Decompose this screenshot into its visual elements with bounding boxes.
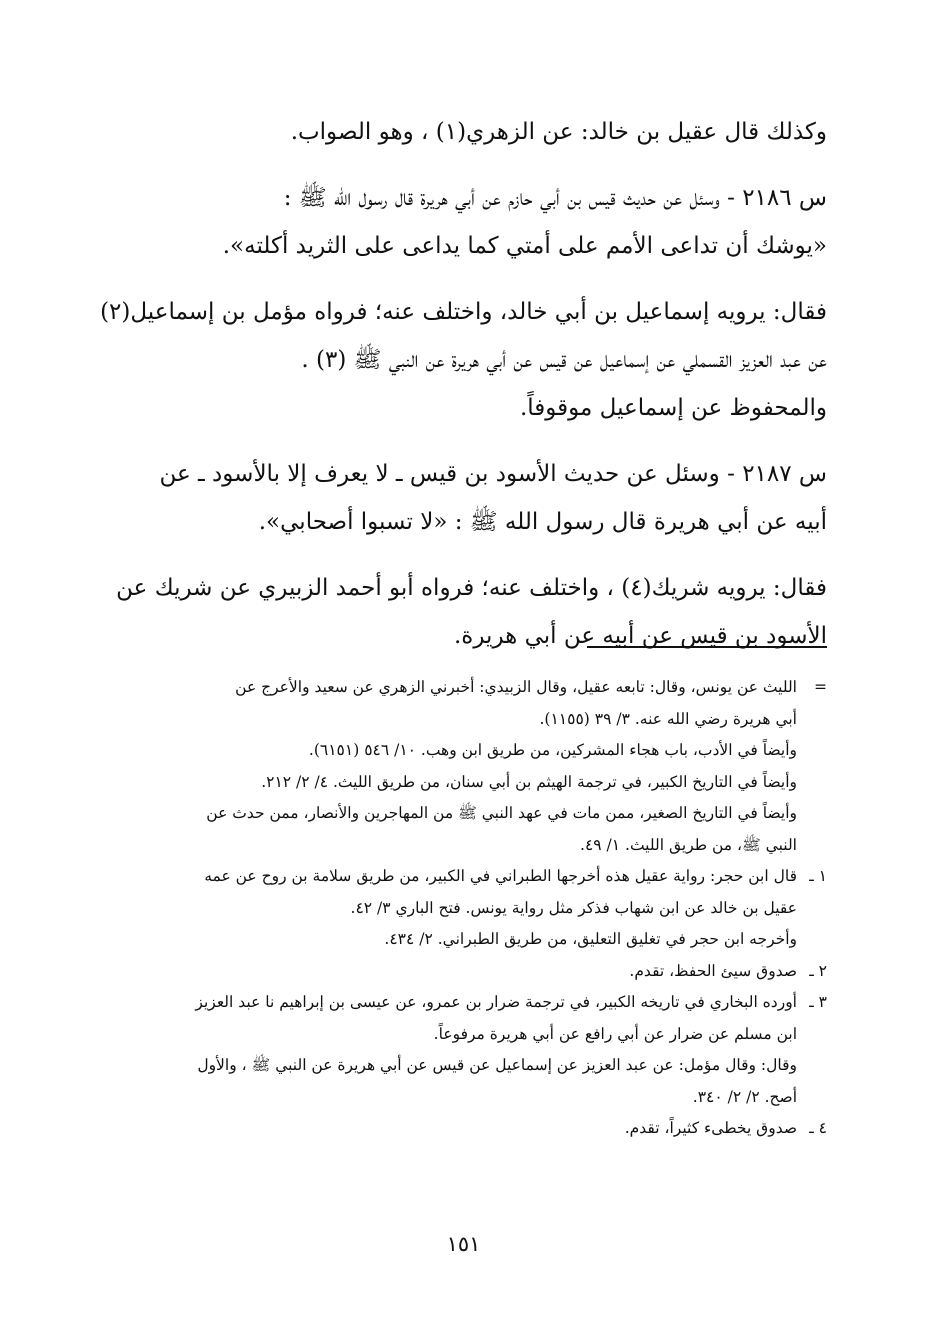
footnote-line: [110, 1082, 827, 1114]
footnote-text: عقيل بن خالد عن ابن شهاب فذكر مثل رواية يونس. فتح الباري ٣/ ٤٢.: [350, 898, 797, 917]
main-line: فقال: يرويه إسماعيل بن أبي خالد، واختلف عنه؛ فرواه مؤمل بن إسماعيل(٢): [100, 299, 827, 325]
footnote-text: وقال: وقال مؤمل: عن عبد العزيز عن إسماعيل عن قيس عن أبي هريرة عن النبي ﷺ ، والأول: [197, 1056, 797, 1074]
footnote-text: وأخرجه ابن حجر في تغليق التعليق، من طريق الطبراني. ٢/ ٤٣٤.: [384, 930, 797, 948]
footnote-line: [110, 1019, 827, 1051]
footnote-text: أبي هريرة رضي الله عنه. ٣/ ٣٩ (١١٥٥).: [539, 709, 797, 728]
footnote-line: [110, 861, 827, 893]
footnote-text: قال ابن حجر: رواية عقيل هذه أخرجها الطبراني في الكبير، من طريق سلامة بن روح عن عمه: [204, 867, 797, 885]
main-line: الأسود بن قيس عن أبيه عن أبي هريرة.: [453, 623, 827, 649]
footnote-line: [110, 704, 827, 736]
footnote-separator: [587, 646, 827, 648]
footnote-line: [110, 1050, 827, 1082]
footnote-text: وأيضاً في الأدب، باب هجاء المشركين، من طريق ابن وهب. ١٠/ ٥٤٦ (٦١٥١).: [308, 741, 797, 759]
main-line: وكذلك قال عقيل بن خالد: عن الزهري(١) ، وهو الصواب.: [290, 119, 827, 145]
main-line: فقال: يرويه شريك(٤) ، واختلف عنه؛ فرواه أبو أحمد الزبيري عن شريك عن: [116, 575, 827, 601]
footnote-text: أورده البخاري في تاريخه الكبير، في ترجمة ضرار بن عمرو، عن عيسى بن إبراهيم نا عبد العزيز: [195, 993, 797, 1011]
footnote-mark: ٢ ـ: [809, 961, 827, 980]
footnote-line: [110, 924, 827, 956]
footnote-line: [110, 735, 827, 767]
footnotes: [110, 672, 827, 1145]
footnote-text: النبي ﷺ، من طريق الليث. ١/ ٤٩.: [580, 835, 797, 854]
footnote-text: الليث عن يونس، وقال: تابعه عقيل، وقال الزبيدي: أخبرني الزهري عن سعيد والأعرج عن: [235, 678, 797, 696]
footnote-line: [110, 956, 827, 988]
footnote-text: ابن مسلم عن ضرار عن أبي رافع عن أبي هريرة مرفوعاً.: [433, 1024, 797, 1043]
main-line: س ٢١٨٦ - وسئل عن حديث قيس بن أبي حازم عن أبي هريرة قال رسول الله ﷺ :: [283, 185, 827, 211]
main-line: س ٢١٨٧ - وسئل عن حديث الأسود بن قيس ـ لا يعرف إلا بالأسود ـ عن: [159, 461, 827, 487]
footnote-mark: ٣ ـ: [809, 993, 827, 1011]
footnote-line: [110, 1113, 827, 1145]
main-line: والمحفوظ عن إسماعيل موقوفاً.: [519, 395, 827, 421]
footnote-text: وأيضاً في التاريخ الكبير، في ترجمة الهيثم بن أبي سنان، من طريق الليث. ٤/ ٢/ ٢١٢.: [261, 772, 797, 791]
footnote-line: [110, 830, 827, 862]
footnote-line: [110, 987, 827, 1019]
footnote-line: [110, 672, 827, 704]
footnote-line: [110, 893, 827, 925]
footnote-text: وأيضاً في التاريخ الصغير، ممن مات في عهد النبي ﷺ من المهاجرين والأنصار، ممن حدث عن: [206, 804, 797, 822]
footnote-mark: =: [814, 678, 827, 696]
main-line: أبيه عن أبي هريرة قال رسول الله ﷺ : «لا تسبوا أصحابي».: [258, 509, 827, 535]
footnote-mark: ١ ـ: [809, 867, 827, 885]
main-line: «يوشك أن تداعى الأمم على أمتي كما يداعى على الثريد أكلته».: [222, 233, 827, 259]
footnote-text: صدوق يخطىء كثيراً، تقدم.: [624, 1119, 797, 1137]
main-line: عن عبد العزيز القسملي عن إسماعيل عن قيس عن أبي هريرة عن النبي ﷺ (٣) .: [301, 347, 827, 373]
page-number: ١٥١: [446, 1232, 481, 1256]
footnote-line: [110, 767, 827, 799]
footnote-mark: ٤ ـ: [809, 1119, 827, 1137]
footnote-line: [110, 798, 827, 830]
footnote-text: أصح. ٢/ ٢/ ٣٤٠.: [692, 1087, 797, 1106]
footnote-text: صدوق سيئ الحفظ، تقدم.: [629, 961, 797, 980]
main-text: [95, 108, 827, 660]
